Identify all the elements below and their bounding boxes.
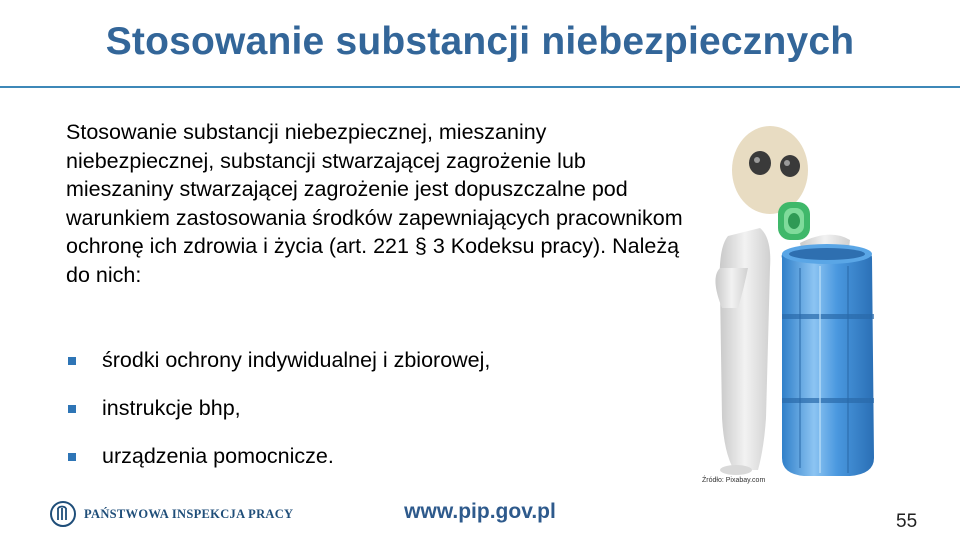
bullet-list bbox=[66, 348, 490, 492]
footer-website-link[interactable]: www.pip.gov.pl bbox=[404, 500, 556, 523]
body-paragraph: Stosowanie substancji niebezpiecznej, mieszaniny niebezpiecznej, substancji stwarzającej zagrożenie lub mieszaniny stwarzającej zagrożenie jest dopuszczalne pod warunkiem zastosowania środków zapewniających pracownikom ochronę ich zdrowia i życia (art. 221 § 3 Kodeksu pracy). Należą do nich: bbox=[66, 120, 683, 287]
list-item bbox=[66, 396, 490, 421]
title-divider bbox=[0, 86, 960, 88]
list-item-text: urządzenia pomocnicze. bbox=[102, 444, 334, 468]
pip-logo bbox=[50, 500, 293, 528]
pip-emblem-icon bbox=[50, 501, 76, 527]
list-item bbox=[66, 348, 490, 373]
list-item bbox=[66, 444, 490, 469]
bullet-square-icon bbox=[68, 405, 76, 413]
bullet-square-icon bbox=[68, 453, 76, 461]
gas-mask-barrel-illustration bbox=[700, 118, 880, 478]
logo-text: PAŃSTWOWA INSPEKCJA PRACY bbox=[84, 506, 294, 521]
slide-title: Stosowanie substancji niebezpiecznych bbox=[105, 20, 855, 63]
list-item-text: środki ochrony indywidualnej i zbiorowej, bbox=[102, 348, 491, 372]
image-source-caption: Źródło: Pixabay.com bbox=[702, 477, 766, 484]
list-item-text: instrukcje bhp, bbox=[102, 396, 241, 420]
page-number: 55 bbox=[896, 511, 918, 532]
bullet-square-icon bbox=[68, 357, 76, 365]
